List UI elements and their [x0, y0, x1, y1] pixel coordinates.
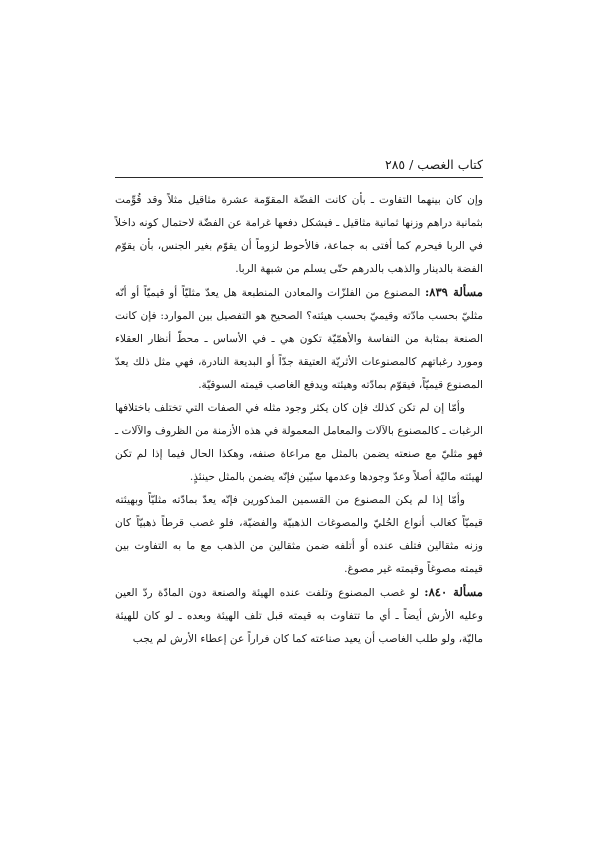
issue-number-label: مسألة ٨٣٩:	[424, 285, 483, 299]
issue-paragraph	[115, 281, 483, 397]
paragraph	[115, 397, 483, 489]
paragraph-text: وأمّا إذا لم يكن المصنوع من القسمين المذكورين فإنّه يعدّ بمادّته مثليّاً وبهيئته قيميّاً كغالب أنواع الحُليّ والمصوغات الذهبيّة والفضيّة، فلو غصب قرطاً ذهبيّاً كان وزنه مثقالين فتلف عنده أو أتلفه ضمن مثقالين من الذهب مع ما به التفاوت بين قيمته مصوغاً وقيمته غير مصوغ.	[115, 494, 483, 575]
paragraph-text: لو غصب المصنوع وتلفت عنده الهيئة والصنعة دون المادّة ردّ العين وعليه الأرش أيضاً ـ أي ما تتفاوت به قيمته قبل تلف الهيئة وبعده ـ لو كان للهيئة ماليّة، ولو طلب الغاصب أن يعيد صناعته كما كان فراراً عن إعطاء الأرش لم يجب	[115, 587, 483, 645]
paragraph	[115, 189, 483, 281]
paragraph	[115, 489, 483, 581]
paragraph-text: وأمّا إن لم تكن كذلك فإن كان يكثر وجود مثله في الصفات التي تختلف باختلافها الرغبات ـ كالمصنوع بالآلات والمعامل المعمولة في هذه الأزمنة من الظروف والآلات ـ فهو مثليّ مع صنعته يضمن بالمثل مع مراعاة صنفه، وهكذا الحال فيما إذا لم تكن لهيئته ماليّة أصلاً وعدّ وجودها وعدمها سيّين فإنّه يضمن بالمثل حينئذٍ.	[115, 402, 483, 483]
running-head-title: كتاب الغصب / ٢٨٥	[384, 157, 483, 172]
paragraph-text: المصنوع من الفلزّات والمعادن المنطبعة هل يعدّ مثليّاً أو قيميّاً أو أنّه مثليّ بحسب مادّته وقيميّ بحسب هيئته؟ الصحيح هو التفصيل بين الموارد: فإن كانت الصنعة بمثابة من النفاسة والأهمّيّة تكون هي ـ في الأساس ـ محطّ أنظار العقلاء ومورد رغباتهم كالمصنوعات الأثريّة العتيقة جدّاً أو البديعة النادرة، فهي مثل ذلك يعدّ المصنوع قيميّاً، فيقوّم بمادّته وهيئته ويدفع الغاصب قيمته السوقيّة.	[115, 287, 483, 391]
paragraph-text: وإن كان بينهما التفاوت ـ بأن كانت الفضّة المقوّمة عشرة مثاقيل مثلاً وقد قُوِّمت بثمانية دراهم وزنها ثمانية مثاقيل ـ فيشكل دفعها غرامة عن الفضّة لاحتمال كونه داخلاً في الربا فيحرم كما أفتى به جماعة، فالأحوط لزوماً أن يقوّم بغير الجنس، بأن يقوّم الفضة بالدينار والذهب بالدرهم حتّى يسلم من شبهة الربا.	[115, 194, 483, 275]
issue-number-label: مسألة ٨٤٠:	[424, 585, 483, 599]
page-header	[115, 155, 483, 178]
issue-paragraph	[115, 581, 483, 651]
page-body	[115, 189, 483, 651]
